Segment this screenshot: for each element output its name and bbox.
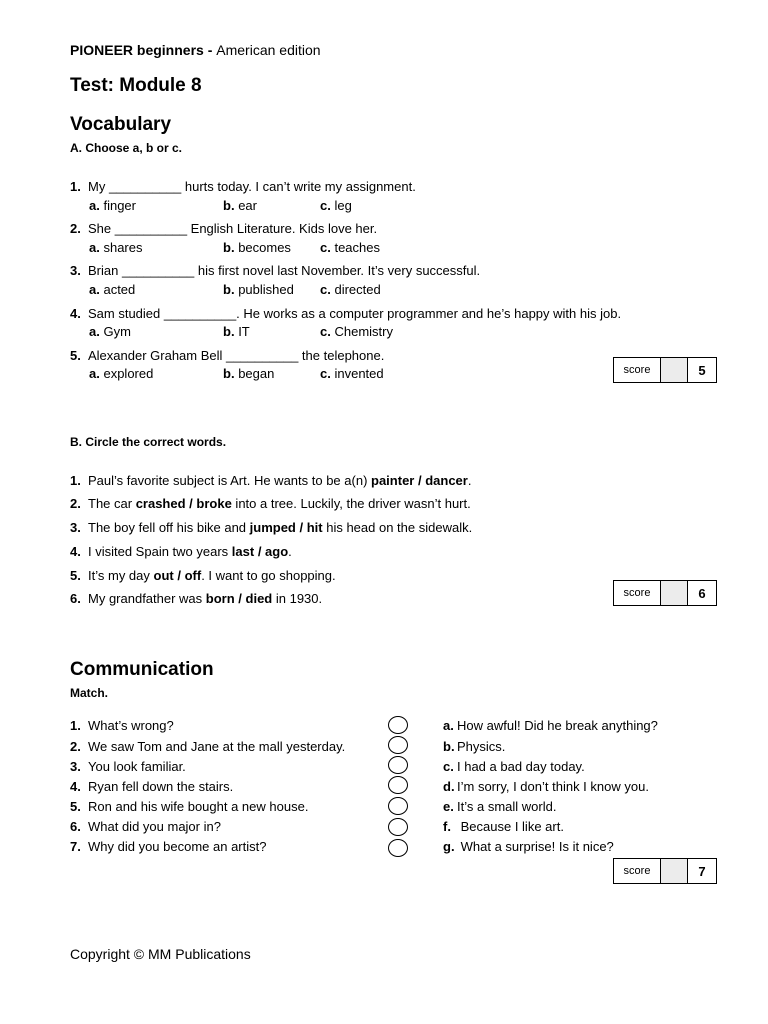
- word-choice[interactable]: dancer: [425, 473, 468, 488]
- score-input-cell[interactable]: [661, 859, 688, 883]
- answer-circle-3[interactable]: [388, 756, 408, 774]
- option-a: a. shares: [89, 240, 143, 255]
- word-choice[interactable]: jumped: [249, 520, 296, 535]
- answer-circle-7[interactable]: [388, 839, 408, 857]
- option-b: b. IT: [223, 324, 250, 339]
- word-choice[interactable]: last: [231, 544, 255, 559]
- option-a: a. Gym: [89, 324, 131, 339]
- question-a1: [70, 179, 416, 194]
- question-b1: 1. Paul’s favorite subject is Art. He wants to be a(n) painter / dancer.: [70, 473, 472, 488]
- part-a-instruction: A. Choose a, b or c.: [70, 141, 183, 155]
- vocabulary-heading: Vocabulary: [70, 114, 172, 135]
- match-question-7: 7. Why did you become an artist?: [70, 839, 267, 854]
- question-text: She __________ English Literature. Kids love her.: [88, 221, 378, 236]
- match-answer-e: e. It’s a small world.: [443, 799, 557, 814]
- question-number: 4.: [70, 544, 81, 559]
- option-a: a. explored: [89, 366, 154, 381]
- option-b: b. becomes: [223, 240, 291, 255]
- match-answer-b: b. Physics.: [443, 739, 506, 754]
- question-number: 1.: [70, 179, 81, 194]
- match-answer-a: a. How awful! Did he break anything?: [443, 718, 658, 733]
- question-text: Brian __________ his first novel last November. It’s very successful.: [88, 263, 481, 278]
- question-a2: [70, 221, 377, 236]
- word-choice[interactable]: off: [184, 568, 202, 583]
- match-answer-c: c. I had a bad day today.: [443, 759, 585, 774]
- question-number: 2.: [70, 496, 81, 511]
- header-separator: -: [203, 42, 217, 58]
- question-number: 2.: [70, 221, 81, 236]
- match-answer-g: g. What a surprise! Is it nice?: [443, 839, 614, 854]
- options-a1: [89, 198, 389, 214]
- match-question-5: 5. Ron and his wife bought a new house.: [70, 799, 309, 814]
- document-header: [70, 42, 321, 58]
- options-a2: [89, 240, 389, 256]
- word-choice[interactable]: died: [245, 591, 273, 606]
- word-choice[interactable]: ago: [265, 544, 289, 559]
- score-box-b: [613, 580, 717, 606]
- question-a3: [70, 263, 480, 278]
- score-max: 6: [698, 585, 706, 601]
- match-question-1: 1. What’s wrong?: [70, 718, 174, 733]
- answer-circle-5[interactable]: [388, 797, 408, 815]
- word-choice[interactable]: painter: [371, 473, 415, 488]
- part-b-instruction: B. Circle the correct words.: [70, 435, 227, 449]
- edition-name: American edition: [216, 42, 321, 58]
- score-box-a: [613, 357, 717, 383]
- match-instruction: Match.: [70, 686, 109, 700]
- match-answer-f: f. Because I like art.: [443, 819, 564, 834]
- option-c: c. invented: [320, 366, 384, 381]
- question-b3: 3. The boy fell off his bike and jumped / hit his head on the sidewalk.: [70, 520, 473, 535]
- score-max: 7: [698, 863, 706, 879]
- match-question-6: 6. What did you major in?: [70, 819, 221, 834]
- question-text: Sam studied __________. He works as a computer programmer and he’s happy with his job.: [88, 306, 622, 321]
- question-text: Alexander Graham Bell __________ the telephone.: [88, 348, 385, 363]
- score-box-communication: [613, 858, 717, 884]
- question-a4: [70, 306, 621, 321]
- match-question-2: 2. We saw Tom and Jane at the mall yesterday.: [70, 739, 346, 754]
- match-question-4: 4. Ryan fell down the stairs.: [70, 779, 234, 794]
- option-c: c. Chemistry: [320, 324, 393, 339]
- score-max: 5: [698, 362, 706, 378]
- word-choice[interactable]: broke: [196, 496, 232, 511]
- question-b2: 2. The car crashed / broke into a tree. Luckily, the driver wasn’t hurt.: [70, 496, 471, 511]
- question-number: 5.: [70, 568, 81, 583]
- score-label: score: [614, 859, 661, 883]
- score-input-cell[interactable]: [661, 358, 688, 382]
- option-a: a. acted: [89, 282, 136, 297]
- question-number: 4.: [70, 306, 81, 321]
- answer-circle-1[interactable]: [388, 716, 408, 734]
- option-c: c. directed: [320, 282, 381, 297]
- option-b: b. began: [223, 366, 275, 381]
- question-a5: [70, 348, 384, 363]
- question-number: 1.: [70, 473, 81, 488]
- question-b4: 4. I visited Spain two years last / ago.: [70, 544, 292, 559]
- score-input-cell[interactable]: [661, 581, 688, 605]
- option-c: c. teaches: [320, 240, 381, 255]
- word-choice[interactable]: crashed: [135, 496, 186, 511]
- question-b6: 6. My grandfather was born / died in 1930.: [70, 591, 323, 606]
- question-number: 6.: [70, 591, 81, 606]
- option-b: b. published: [223, 282, 294, 297]
- match-question-3: 3. You look familiar.: [70, 759, 186, 774]
- option-a: a. finger: [89, 198, 136, 213]
- options-a4: [89, 324, 393, 340]
- answer-circle-4[interactable]: [388, 776, 408, 794]
- option-b: b. ear: [223, 198, 257, 213]
- word-choice[interactable]: hit: [306, 520, 323, 535]
- option-c: c. leg: [320, 198, 352, 213]
- options-a5: [89, 366, 389, 382]
- page-title: Test: Module 8: [70, 75, 202, 96]
- score-label: score: [614, 581, 661, 605]
- question-number: 3.: [70, 263, 81, 278]
- options-a3: [89, 282, 389, 298]
- copyright-footer: Copyright © MM Publications: [70, 946, 251, 962]
- question-number: 5.: [70, 348, 81, 363]
- answer-circle-2[interactable]: [388, 736, 408, 754]
- question-b5: 5. It’s my day out / off. I want to go shopping.: [70, 568, 336, 583]
- match-answer-d: d. I’m sorry, I don’t think I know you.: [443, 779, 649, 794]
- score-label: score: [614, 358, 661, 382]
- question-number: 3.: [70, 520, 81, 535]
- answer-circle-6[interactable]: [388, 818, 408, 836]
- series-name: PIONEER beginners: [70, 42, 204, 58]
- communication-heading: Communication: [70, 659, 214, 680]
- word-choice[interactable]: born: [205, 591, 235, 606]
- question-text: My __________ hurts today. I can’t write my assignment.: [88, 179, 416, 194]
- word-choice[interactable]: out: [153, 568, 174, 583]
